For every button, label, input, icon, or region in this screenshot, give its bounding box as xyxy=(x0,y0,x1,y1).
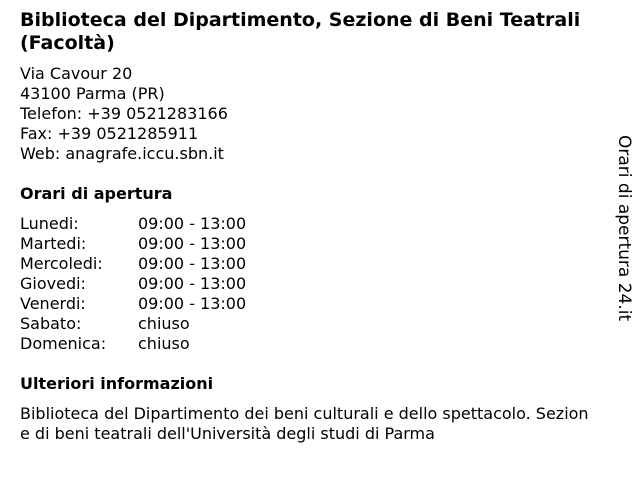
hours-time: 09:00 - 13:00 xyxy=(138,254,247,273)
hours-time: 09:00 - 13:00 xyxy=(138,274,247,293)
hours-row-monday xyxy=(20,214,246,234)
opening-hours-heading: Orari di apertura xyxy=(20,184,173,203)
hours-time: 09:00 - 13:00 xyxy=(138,294,247,313)
hours-day: Giovedi: xyxy=(20,274,86,293)
hours-day: Lunedi: xyxy=(20,214,79,233)
hours-time: 09:00 - 13:00 xyxy=(138,234,247,253)
hours-day: Martedi: xyxy=(20,234,87,253)
hours-day: Venerdi: xyxy=(20,294,86,313)
phone-number: Telefon: +39 0521283166 xyxy=(20,104,228,123)
hours-row-tuesday xyxy=(20,234,246,254)
fax-number: Fax: +39 0521285911 xyxy=(20,124,199,143)
more-info-heading: Ulteriori informazioni xyxy=(20,374,214,393)
street-address: Via Cavour 20 xyxy=(20,64,133,83)
hours-row-sunday xyxy=(20,334,246,354)
site-watermark: Orari di apertura 24.it xyxy=(614,135,634,322)
hours-day: Domenica: xyxy=(20,334,107,353)
opening-hours-table xyxy=(20,214,246,354)
hours-time: 09:00 - 13:00 xyxy=(138,214,247,233)
city-postal: 43100 Parma (PR) xyxy=(20,84,165,103)
hours-day: Mercoledi: xyxy=(20,254,103,273)
hours-row-thursday xyxy=(20,274,246,294)
address-block xyxy=(20,64,228,164)
hours-time: chiuso xyxy=(138,314,190,333)
hours-time: chiuso xyxy=(138,334,190,353)
hours-row-saturday xyxy=(20,314,246,334)
hours-row-friday xyxy=(20,294,246,314)
more-info-text: Biblioteca del Dipartimento dei beni culturali e dello spettacolo. Sezione di beni teatrali dell'Università degli studi di Parma xyxy=(20,404,589,443)
hours-day: Sabato: xyxy=(20,314,82,333)
website: Web: anagrafe.iccu.sbn.it xyxy=(20,144,224,163)
hours-row-wednesday xyxy=(20,254,246,274)
page-title: Biblioteca del Dipartimento, Sezione di Beni Teatrali (Facoltà) xyxy=(20,9,581,54)
